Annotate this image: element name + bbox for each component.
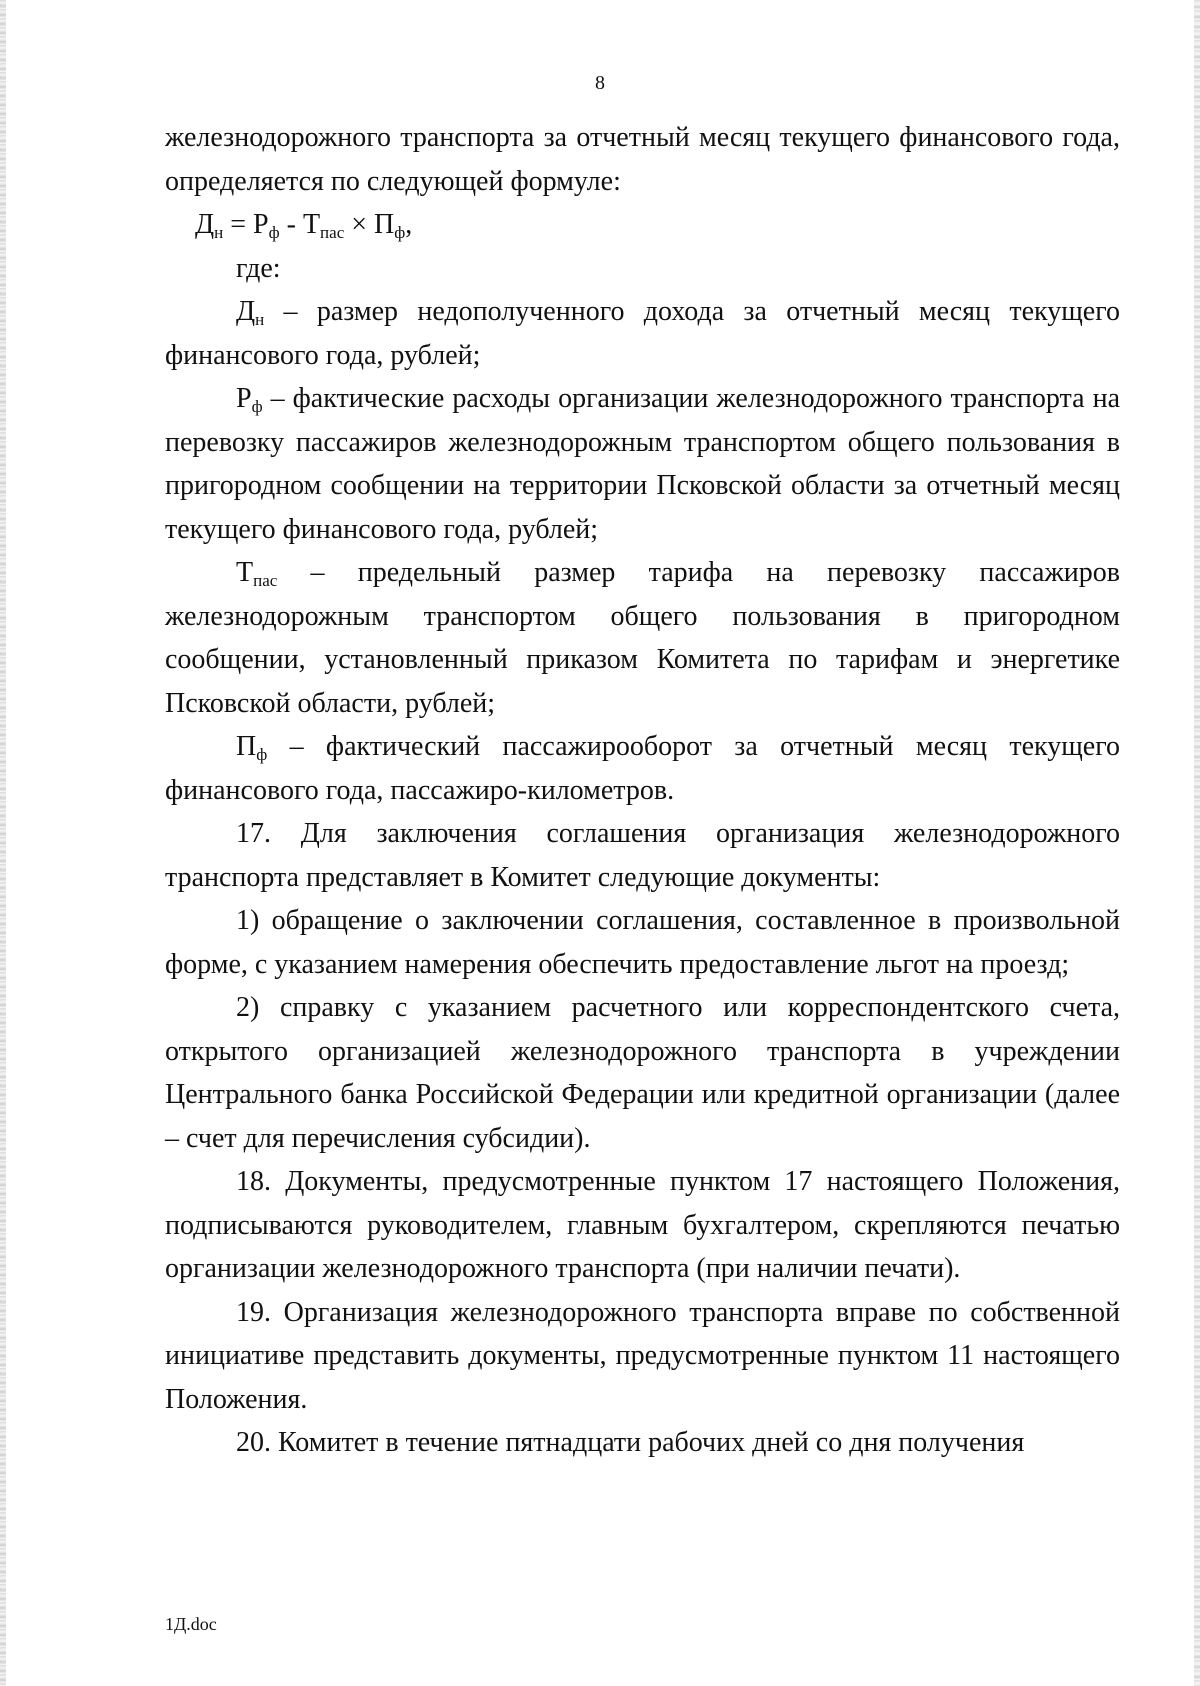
definition-rf-text: – фактические расходы организации железнодорожного транспорта на перевозку пассажиров железнодорожным транспортом общего пользования в пригородном сообщении на территории Псковской области за отчетный месяц текущего финансового года, рублей; [165, 383, 1120, 545]
document-body [165, 116, 1120, 1465]
scan-edge-right [1194, 0, 1200, 1686]
formula [165, 203, 1120, 247]
formula-p: П [374, 209, 395, 240]
paragraph-18: 18. Документы, предусмотренные пунктом 17 настоящего Положения, подписываются руководителем, главным бухгалтером, скрепляются печатью организации железнодорожного транспорта (при наличии печати). [165, 1166, 1120, 1284]
symbol-rf-sub: ф [251, 397, 263, 416]
paragraph-where: где: [236, 252, 281, 284]
symbol-pf: П [236, 731, 257, 762]
definition-tpas [165, 551, 1120, 725]
symbol-tpas-sub: пас [253, 571, 278, 590]
formula-end: , [405, 209, 413, 240]
symbol-pf-sub: ф [256, 745, 268, 764]
formula-r: Р [253, 209, 269, 240]
definition-pf [165, 725, 1120, 812]
formula-times: × [344, 209, 375, 240]
formula-r-sub: ф [268, 223, 280, 242]
symbol-rf: Р [236, 383, 252, 414]
formula-t: Т [302, 209, 321, 240]
paragraph-19: 19. Организация железнодорожного транспорта вправе по собственной инициативе представить документы, предусмотренные пунктом 11 настоящего Положения. [165, 1296, 1120, 1415]
formula-t-sub: пас [320, 223, 345, 242]
definition-tpas-text: – предельный размер тарифа на перевозку пассажиров железнодорожным транспортом общего пользования в пригородном сообщении, установленный приказом Комитета по тарифам и энергетике Псковской области, рублей; [165, 557, 1120, 719]
formula-d: Д [195, 209, 215, 240]
scan-edge-left [0, 0, 6, 1686]
paragraph-17-item-2: 2) справку с указанием расчетного или корреспондентского счета, открытого организацией железнодорожного транспорта в учреждении Центрального банка Российской Федерации или кредитной организации (далее – счет для перечисления субсидии). [165, 992, 1120, 1154]
definition-dn [165, 290, 1120, 377]
symbol-tpas: Т [236, 557, 254, 588]
formula-eq: = [223, 209, 254, 240]
symbol-dn: Д [236, 296, 256, 327]
paragraph-17: 17. Для заключения соглашения организация железнодорожного транспорта представляет в Комитет следующие документы: [165, 818, 1120, 893]
definition-dn-text: – размер недополученного дохода за отчетный месяц текущего финансового года, рублей; [165, 296, 1120, 371]
paragraph-17-item-1: 1) обращение о заключении соглашения, составленное в произвольной форме, с указанием намерения обеспечить предоставление льгот на проезд; [165, 905, 1120, 980]
definition-rf [165, 377, 1120, 551]
footer-filename: 1Д.doc [165, 1614, 217, 1634]
paragraph-intro: железнодорожного транспорта за отчетный месяц текущего финансового года, определяется по следующей формуле: [165, 122, 1120, 197]
definition-pf-text: – фактический пассажирооборот за отчетный месяц текущего финансового года, пассажиро-километров. [165, 731, 1120, 806]
symbol-dn-sub: н [255, 310, 265, 329]
formula-d-sub: н [214, 223, 224, 242]
page-number: 8 [595, 72, 605, 94]
formula-minus: - [279, 209, 303, 240]
paragraph-20: 20. Комитет в течение пятнадцати рабочих дней со дня получения [236, 1427, 1025, 1458]
formula-p-sub: ф [394, 223, 406, 242]
